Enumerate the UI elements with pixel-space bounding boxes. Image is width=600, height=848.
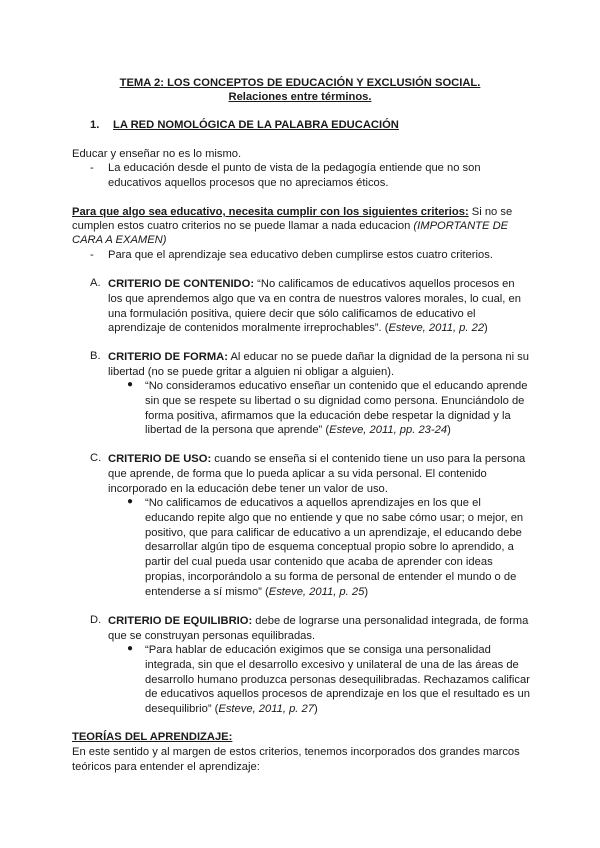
criterion-c-line1 [108, 452, 525, 467]
criterion-c-quote-line6: propias, incorporándolo a su forma de personal de entender el mundo o de [145, 570, 517, 583]
document-title-line2: Relaciones entre términos. [228, 91, 372, 103]
bullet-glyph: ● [127, 379, 134, 390]
criterion-c-citation: Esteve, 2011, p. 25 [268, 585, 365, 598]
criterion-d [108, 614, 528, 644]
criterion-d-quote-line5 [145, 702, 530, 717]
criteria-intro-bold: Para que algo sea educativo, necesita cumplir con los siguientes criterios: [72, 206, 469, 218]
theories-text [72, 745, 520, 775]
criterion-c-quote-line4: desarrollar algún tipo de esquema conceptual propio sobre lo aprendido, a [145, 541, 514, 554]
criterion-a [108, 277, 521, 336]
criterion-b-quote-line1: “No consideramos educativo enseñar un contenido que el educando aprende [145, 380, 528, 392]
criterion-a-letter: A. [90, 277, 101, 289]
criterion-b-line1 [108, 350, 529, 365]
bullet-glyph: ● [127, 643, 134, 654]
criterion-c-line2: que aprende, de forma que lo pueda aplicar a su vida personal. El contenido [108, 467, 487, 480]
criterion-d-quote-line3: desarrollo humano produzca personas desequilibradas. Rechazamos calificar [145, 673, 530, 686]
criterion-b [108, 350, 529, 380]
criterion-a-text: aprendizaje de contenidos moralmente irreprochables”. ( [108, 322, 389, 335]
criterion-a-line1 [108, 277, 521, 292]
criteria-intro-line1 [72, 206, 512, 218]
criterion-d-letter: D. [90, 614, 102, 626]
criterion-b-citation: Esteve, 2011, pp. 23-24 [329, 424, 448, 437]
criterion-c-quote [145, 496, 523, 600]
criterion-b-quote-line2: sin que se respete su libertad o su dignidad como persona. Enunciándolo de [145, 394, 525, 407]
criterion-b-quote [145, 379, 528, 438]
criterion-b-letter: B. [90, 350, 101, 362]
criterion-d-text: debe de lograrse una personalidad integrada, de forma [252, 615, 529, 627]
intro-dash-line-2: educativos aquellos procesos que no apreciamos éticos. [108, 177, 389, 189]
criterion-d-quote-line4: de educativos aquellos procesos de aprendizaje en los que el resultado es un [145, 688, 530, 701]
criterion-c-title: CRITERIO DE USO: [108, 453, 212, 465]
dash-glyph: - [90, 162, 94, 174]
criterion-b-quote-line4 [145, 423, 528, 438]
criterion-d-quote [145, 643, 530, 717]
criterion-c-quote-line5: partir del cual pueda usar contenido que acaba de aprender con ideas [145, 556, 493, 569]
criterion-b-quote-line3: forma positiva, afirmamos que la educación debe respetar la dignidad y la [145, 409, 511, 422]
criterion-d-quote-line2: integrada, sin que el desarrollo excesivo y unilateral de una de las áreas de [145, 658, 519, 671]
criterion-a-line2: los que aprendemos algo que va en contra de nuestros valores morales, lo cual, en [108, 292, 521, 305]
criterion-a-text: “No calificamos de educativos aquellos procesos en [254, 278, 515, 290]
criterion-a-cite-end: ) [484, 322, 488, 335]
criterion-c-quote-line7 [145, 585, 523, 600]
intro-dash-line-1: La educación desde el punto de vista de la pedagogía entiende que no son [108, 162, 481, 174]
criterion-b-quote-text: libertad de la persona que aprende” ( [145, 424, 330, 437]
criteria-intro-rest: Si no se [468, 206, 513, 218]
dash-glyph: - [90, 249, 94, 261]
criterion-c-letter: C. [90, 452, 102, 464]
criteria-intro-line2-italic: (IMPORTANTE DE [413, 220, 509, 232]
criterion-b-title: CRITERIO DE FORMA: [108, 351, 228, 363]
criterion-c-quote-text: entenderse a sí mismo” ( [145, 585, 269, 598]
criterion-b-text: Al educar no se puede dañar la dignidad de la persona ni su [227, 351, 529, 363]
criterion-d-title: CRITERIO DE EQUILIBRIO: [108, 615, 253, 627]
section-number: 1. [90, 119, 100, 131]
criterion-a-title: CRITERIO DE CONTENIDO: [108, 278, 255, 290]
criterion-c-quote-line3: positivo, que para calificar de educativo a un aprendizaje, el educando debe [145, 526, 522, 539]
criterion-a-citation: Esteve, 2011, p. 22 [388, 322, 485, 335]
criterion-d-citation: Esteve, 2011, p. 27 [218, 703, 314, 716]
criterion-b-line2: libertad (no se puede gritar a alguien ni obligar a alguien). [108, 365, 395, 378]
criteria-intro-dash: Para que el aprendizaje sea educativo deben cumplirse estos cuatro criterios. [108, 249, 493, 261]
criterion-d-line1 [108, 614, 528, 629]
criterion-c-quote-line1: “No calificamos de educativos a aquellos aprendizajes en los que el [145, 497, 481, 509]
criterion-c-line3: incorporado en la educación debe tener un valor de uso. [108, 482, 388, 495]
section-heading: LA RED NOMOLÓGICA DE LA PALABRA EDUCACIÓN [113, 119, 399, 131]
criterion-c-text: cuando se enseña si el contenido tiene un uso para la persona [211, 453, 526, 465]
criteria-intro-line2 [72, 220, 508, 232]
criterion-c [108, 452, 525, 496]
document-title-line1: TEMA 2: LOS CONCEPTOS DE EDUCACIÓN Y EXCLUSIÓN SOCIAL. [119, 77, 481, 89]
criterion-a-line3: una formulación positiva, quiere decir que sólo calificamos de educativo el [108, 307, 476, 320]
theories-heading: TEORÍAS DEL APRENDIZAJE: [72, 731, 233, 743]
criterion-c-cite-end: ) [364, 585, 369, 598]
criterion-d-cite-end: ) [313, 703, 318, 716]
criterion-d-quote-line1: “Para hablar de educación exigimos que se consiga una personalidad [145, 644, 491, 656]
theories-line2: teóricos para entender el aprendizaje: [72, 760, 260, 773]
criterion-d-line2: que se construyan personas equilibradas. [108, 629, 316, 642]
criterion-d-quote-text: desequilibrio” ( [145, 703, 219, 716]
criterion-b-cite-end: ) [447, 424, 451, 437]
theories-line1: En este sentido y al margen de estos criterios, tenemos incorporados dos grandes marcos [72, 746, 520, 758]
criterion-a-line4 [108, 321, 521, 336]
criteria-intro-line2-text: cumplen estos cuatro criterios no se puede llamar a nada educacion [72, 220, 414, 232]
criterion-c-quote-line2: educando repite algo que no entiende y que no sabe cómo usar; o mejor, en [145, 511, 524, 524]
criteria-intro-line3: CARA A EXAMEN) [72, 234, 167, 246]
intro-line: Educar y enseñar no es lo mismo. [72, 148, 242, 160]
bullet-glyph: ● [127, 496, 134, 507]
